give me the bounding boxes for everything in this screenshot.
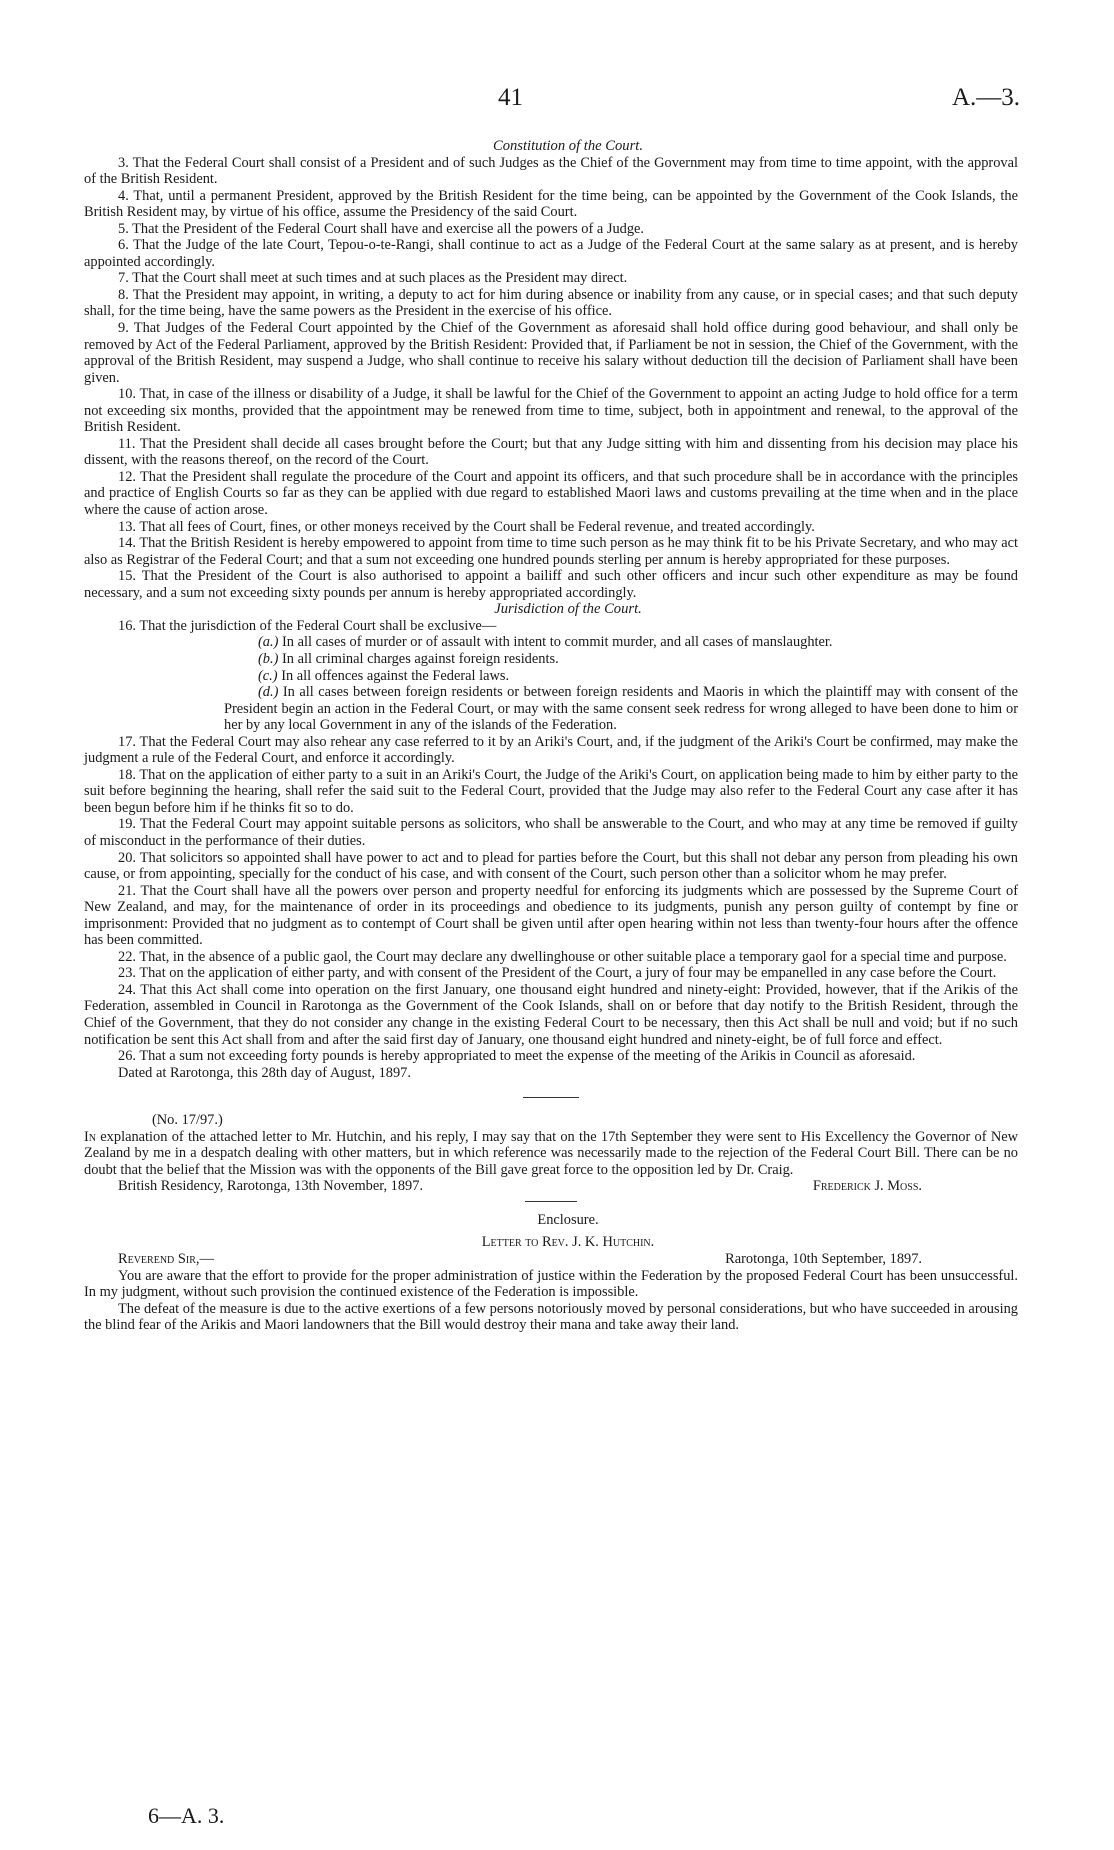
despatch-reference: (No. 17/97.) — [152, 1112, 223, 1129]
despatch-paragraph — [84, 1129, 1018, 1179]
subclause-a — [84, 634, 1018, 651]
despatch-lead-word: In — [84, 1128, 97, 1145]
clause-10: 10. That, in case of the illness or disability of a Judge, it shall be lawful for the Chief of the Government to appoint an acting Judge to hold office for a term not exceeding six months, provided that the appointment may be renewed from time to time, subject, both in appointment and renewal, to the approval of the British Resident. — [84, 386, 1018, 436]
clause-3: 3. That the Federal Court shall consist of a President and of such Judges as the Chief of the Government may from time to time appoint, with the approval of the British Resident. — [84, 154, 1018, 188]
enclosure-title: Enclosure. — [537, 1211, 599, 1228]
section-heading-jurisdiction: Jurisdiction of the Court. — [494, 601, 642, 618]
despatch-place-date: British Residency, Rarotonga, 13th November, 1897. — [118, 1178, 424, 1195]
subclause-label: (d.) — [258, 684, 279, 701]
clause-18: 18. That on the application of either party to a suit in an Ariki's Court, the Judge of the Ariki's Court, on application being made to him by either party to the suit before beginning the hearing, shall refer the said suit to the Federal Court, provided that the Judge may also refer to the Federal Court any case after it has been begun before him if he thinks fit so to do. — [84, 766, 1018, 816]
clause-13: 13. That all fees of Court, fines, or other moneys received by the Court shall be Federal revenue, and treated accordingly. — [118, 518, 815, 535]
clause-7: 7. That the Court shall meet at such times and at such places as the President may direct. — [118, 270, 628, 287]
clause-19: 19. That the Federal Court may appoint suitable persons as solicitors, who shall be answerable to the Court, and who may at any time be removed if guilty of misconduct in the performance of their duties. — [84, 816, 1018, 849]
enclosure-divider — [525, 1201, 577, 1202]
clause-23: 23. That on the application of either party, and with consent of the President of the Court, a jury of four may be empanelled in any case before the Court. — [118, 965, 997, 982]
subclause-c — [84, 668, 1018, 685]
salutation-line — [84, 1251, 1018, 1268]
clause-24: 24. That this Act shall come into operation on the first January, one thousand eight hundred and ninety-eight: Provided, however, that if the Arikis of the Federation, assembled in Council in Rarotonga as the Government of the Cook Islands, shall on or before that day notify to the British Resident, through the Chief of the Government, that they do not consider any change in the existing Federal Court to be necessary, then this Act shall be null and void; but if no such notification be sent this Act shall from and after the said first day of January, one thousand eight hundred and ninety-eight, be of full force and effect. — [84, 981, 1018, 1048]
salutation: Reverend Sir,— — [118, 1251, 214, 1267]
document-body — [84, 138, 1018, 1334]
section-heading-constitution: Constitution of the Court. — [492, 138, 643, 154]
clause-14: 14. That the British Resident is hereby empowered to appoint from time to time such person as he may think fit to be his Private Secretary, and who may act also as Registrar of the Federal Court; and that a sum not exceeding one hundred pounds sterling per annum is hereby appropriated for these purposes. — [84, 535, 1019, 568]
clause-20: 20. That solicitors so appointed shall have power to act and to plead for parties before the Court, but this shall not debar any person from pleading his own cause, or from appointing, specially for the conduct of his case, and with consent of the Court, such person other than a solicitor whom he may prefer. — [84, 849, 1018, 883]
subclause-label: (c.) — [258, 667, 278, 684]
letter-title: Letter to Rev. J. K. Hutchin. — [481, 1234, 655, 1251]
letter-date: Rarotonga, 10th September, 1897. — [725, 1251, 922, 1267]
despatch-sign-line — [84, 1178, 1018, 1195]
clause-16: 16. That the jurisdiction of the Federal Court shall be exclusive— — [118, 617, 497, 634]
letter-paragraph-2: The defeat of the measure is due to the active exertions of a few persons notoriously moved by personal considerations, but who have succeeded in arousing the blind fear of the Arikis and Maori landowners that the Bill would destroy their mana and take away their land. — [84, 1300, 1018, 1334]
clause-21: 21. That the Court shall have all the powers over person and property needful for enforcing its judgments which are possessed by the Supreme Court of New Zealand, and may, for the maintenance of order in its proceedings and obedience to its judgments, punish any person guilty of contempt by fine or imprisonment: Provided that no judgment as to contempt of Court shall be given until after open hearing within not less than twenty-four hours after the offence has been committed. — [84, 882, 1018, 949]
clause-15: 15. That the President of the Court is also authorised to appoint a bailiff and such other officers and incur such other expenditure as may be found necessary, and a sum not exceeding sixty pounds per annum is hereby appropriated accordingly. — [84, 568, 1018, 601]
clause-4: 4. That, until a permanent President, approved by the British Resident for the time being, can be appointed by the Government of the Cook Islands, the British Resident may, by virtue of his office, assume the Presidency of the said Court. — [84, 187, 1018, 221]
despatch-text: explanation of the attached letter to Mr. Hutchin, and his reply, I may say that on the 17th September they were sent to His Excellency the Governor of New Zealand by me in a despatch dealing with other matters, but in which reference was necessarily made to the rejection of the Federal Court Bill. There can be no doubt that the belief that the Mission was with the opponents of the Bill gave great force to the opposition led by Dr. Craig. — [84, 1128, 1018, 1178]
section-divider — [523, 1097, 579, 1098]
subclause-label: (a.) — [258, 634, 279, 651]
subclause-b — [84, 651, 1018, 668]
series-reference: A.—3. — [951, 84, 1020, 111]
despatch-signature: Frederick J. Moss. — [812, 1178, 922, 1195]
subclause-text: In all criminal charges against foreign residents. — [282, 650, 559, 667]
subclause-label: (b.) — [258, 650, 279, 667]
page-number: 41 — [498, 84, 523, 111]
clause-17: 17. That the Federal Court may also rehear any case referred to it by an Ariki's Court, and, if the judgment of the Ariki's Court be confirmed, may make the judgment a rule of the Federal Court, and enforce it accordingly. — [84, 733, 1018, 767]
clause-11: 11. That the President shall decide all cases brought before the Court; but that any Judge sitting with him and dissenting from his decision may place his dissent, with the reasons thereof, on the record of the Court. — [84, 435, 1018, 469]
subclause-d — [84, 684, 1018, 734]
clause-22: 22. That, in the absence of a public gaol, the Court may declare any dwellinghouse or other suitable place a temporary gaol for a special time and purpose. — [118, 948, 1007, 965]
letter-paragraph-1: You are aware that the effort to provide for the proper administration of justice within the Federation by the proposed Federal Court has been unsuccessful. In my judgment, without such provision the continued existence of the Federation is impossible. — [84, 1267, 1018, 1301]
clause-6: 6. That the Judge of the late Court, Tepou-o-te-Rangi, shall continue to act as a Judge of the Federal Court at the same salary as at present, and is hereby appointed accordingly. — [84, 237, 1018, 270]
subclause-text: In all cases between foreign residents or between foreign residents and Maoris in which the plaintiff may with consent of the President begin an action in the Federal Court, or may with the same consent seek redress for wrong alleged to have been done to him or her by any local Government in any of the islands of the Federation. — [224, 684, 1018, 734]
subclause-text: In all cases of murder or of assault with intent to commit murder, and all cases of manslaughter. — [282, 634, 833, 651]
subclause-text: In all offences against the Federal laws. — [281, 667, 510, 684]
clause-26: 26. That a sum not exceeding forty pounds is hereby appropriated to meet the expense of the meeting of the Arikis in Council as aforesaid. — [118, 1048, 916, 1065]
dated-line: Dated at Rarotonga, this 28th day of August, 1897. — [118, 1064, 411, 1081]
clause-12: 12. That the President shall regulate the procedure of the Court and appoint its officers, and that such procedure shall be in accordance with the principles and practice of English Courts so far as they can be applied with due regard to established Maori laws and customs prevailing at the time when and in the place where the cause of action arose. — [84, 468, 1018, 519]
clause-5: 5. That the President of the Federal Court shall have and exercise all the powers of a Judge. — [118, 220, 645, 237]
signature-mark: 6—A. 3. — [148, 1803, 225, 1828]
clause-8: 8. That the President may appoint, in writing, a deputy to act for him during absence or inability from any cause, or in special cases; and that such deputy shall, for the time being, have the same powers as the President in the exercise of his office. — [84, 286, 1018, 320]
clause-9: 9. That Judges of the Federal Court appointed by the Chief of the Government as aforesaid shall hold office during good behaviour, and shall only be removed by Act of the Federal Parliament, approved by the British Resident: Provided that, if Parliament be not in session, the Chief of the Government, with the approval of the British Resident, may suspend a Judge, who shall continue to receive his salary without deduction till the decision of Parliament shall have been given. — [84, 320, 1018, 386]
